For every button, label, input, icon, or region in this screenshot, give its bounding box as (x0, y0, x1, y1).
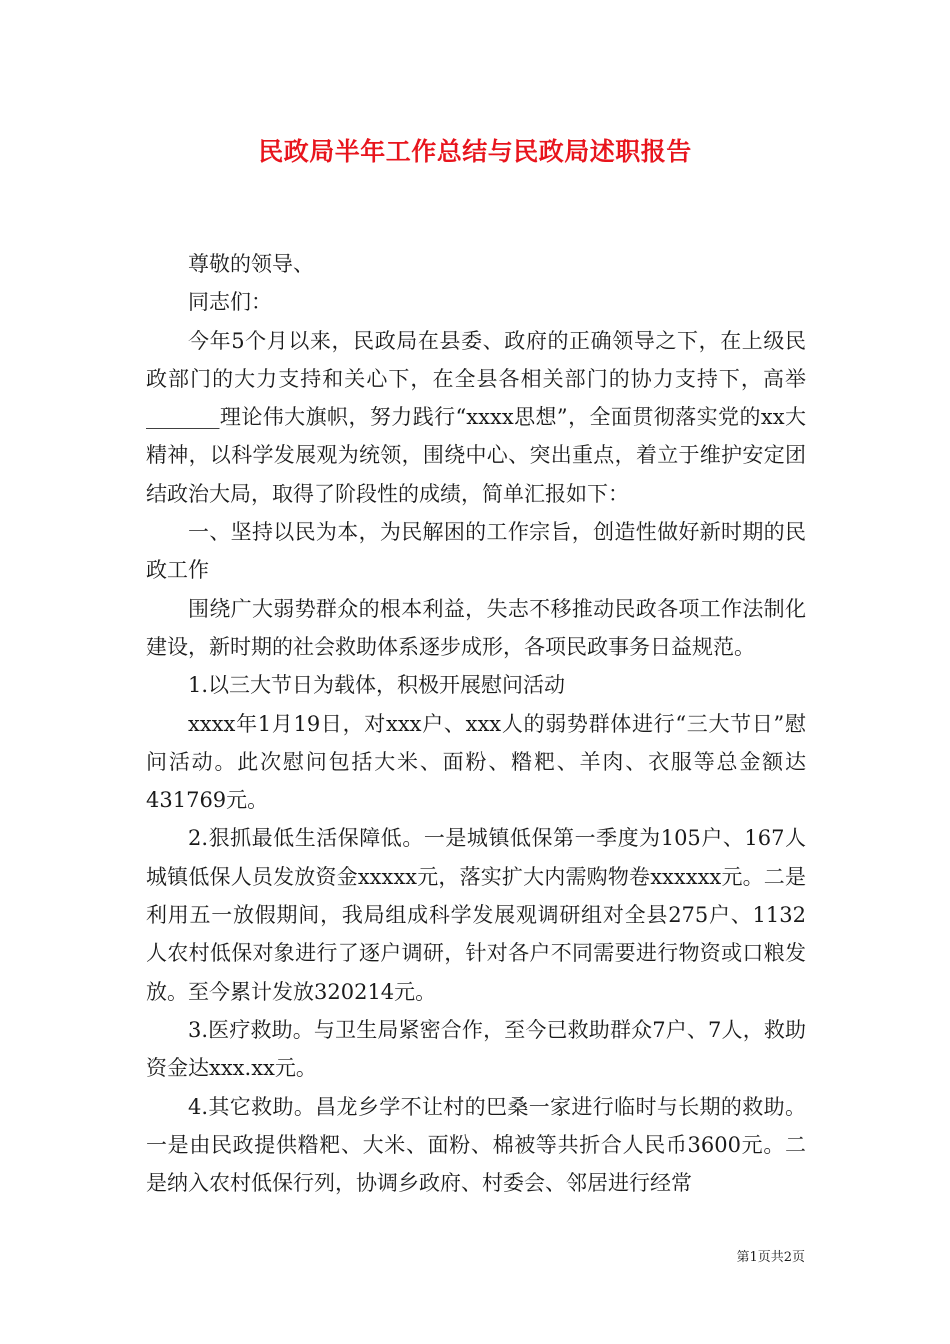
item-paragraph-1: xxxx年1月19日，对xxx户、xxx人的弱势群体进行“三大节日”慰问活动。此次慰问包括大米、面粉、糌粑、羊肉、衣服等总金额达431769元。 (146, 711, 806, 813)
section-paragraph-1: 围绕广大弱势群众的根本利益，失志不移推动民政各项工作法制化建设，新时期的社会救助体系逐步成形，各项民政事务日益规范。 (146, 596, 806, 659)
salutation-line-2: 同志们： (188, 290, 272, 315)
item-paragraph-3: 3.医疗救助。与卫生局紧密合作，至今已救助群众7户、7人，救助资金达xxx.xx元。 (146, 1017, 806, 1081)
salutation-line-1: 尊敬的领导、 (188, 252, 314, 276)
page-number: 第1页共2页 (736, 1250, 805, 1265)
document-title: 民政局半年工作总结与民政局述职报告 (258, 137, 692, 166)
document-body (146, 245, 806, 1202)
item-paragraph-2: 2.狠抓最低生活保障低。一是城镇低保第一季度为105户、167人城镇低保人员发放资金xxxxx元，落实扩大内需购物卷xxxxxx元。二是利用五一放假期间，我局组成科学发展观调研组对全县275户、1132人农村低保对象进行了逐户调研，针对各户不同需要进行物资或口粮发放。至今累计发放320214元。 (146, 826, 806, 1004)
item-paragraph-4: 4.其它救助。昌龙乡学不让村的巴桑一家进行临时与长期的救助。一是由民政提供糌粑、大米、面粉、棉被等共折合人民币3600元。二是纳入农村低保行列，协调乡政府、村委会、邻居进行经常 (146, 1094, 806, 1196)
intro-paragraph: 今年5个月以来，民政局在县委、政府的正确领导之下，在上级民政部门的大力支持和关心下，在全县各相关部门的协力支持下，高举_______理论伟大旗帜，努力践行“xxxx思想”，全面贯彻落实党的xx大精神，以科学发展观为统领，围绕中心、突出重点，着立于维护安定团结政治大局，取得了阶段性的成绩，简单汇报如下： (146, 328, 806, 506)
item-heading-1: 1.以三大节日为载体，积极开展慰问活动 (188, 673, 566, 698)
section-heading-1: 一、坚持以民为本，为民解困的工作宗旨，创造性做好新时期的民政工作 (146, 520, 806, 583)
